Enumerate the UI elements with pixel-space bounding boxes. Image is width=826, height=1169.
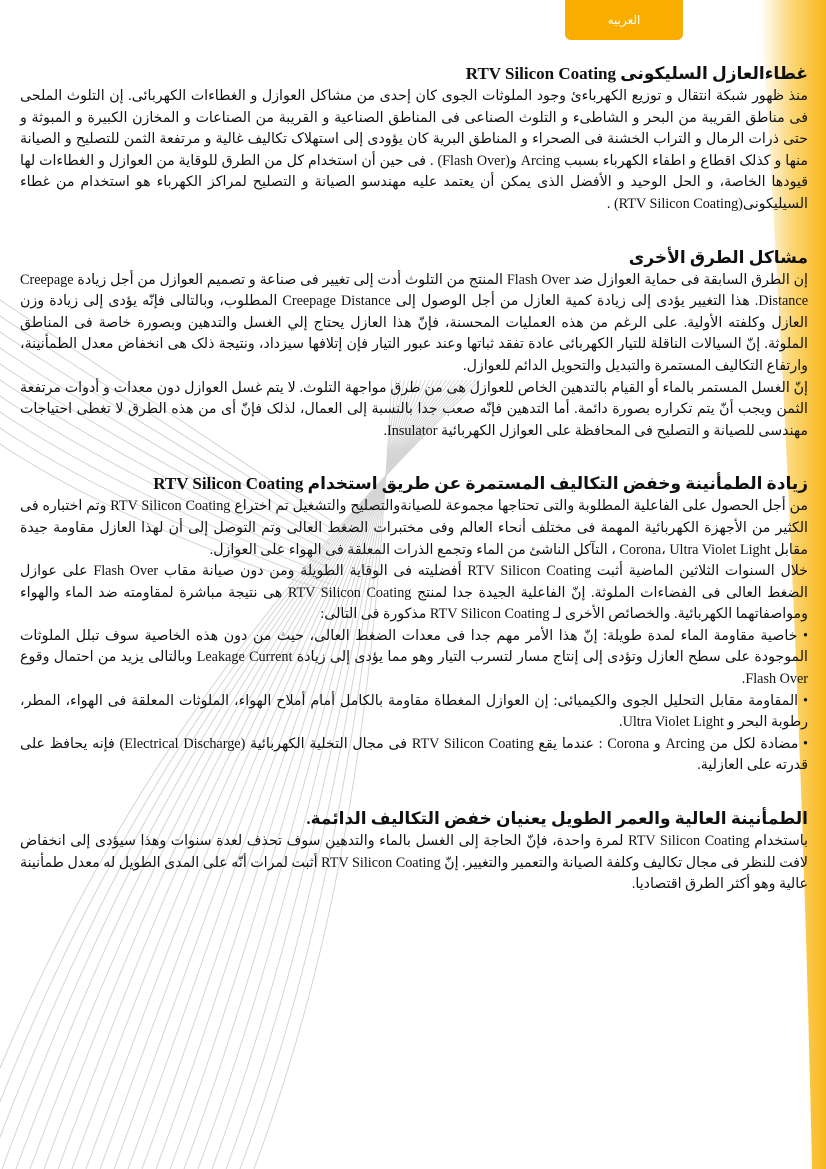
language-tab-label: العربيه: [607, 13, 641, 27]
section-rtv-intro: [20, 62, 808, 216]
section-heading: مشاكل الطرق الأخرى: [628, 247, 808, 267]
section-heading: الطمأنينة العالية والعمر الطويل يعنيان خفض التكاليف الدائمة.: [306, 809, 808, 829]
section-reliability-costs: [20, 472, 808, 777]
section-other-methods-problems: [20, 246, 808, 443]
paragraph: إنّ الغسل المستمر بالماء أو القيام بالتدهين الخاص للعوازل هى من طرق مواجهة التلوث. لا يتم غسل العوازل دون معدات و أدوات مرتفعة الثمن ويجب أنّ يتم تكراره بصورة دائمة. أما التدهين فإنّه صعب جدا بالنسبة إلى العمال، لذلک فإنّ أى من هذه الطرق لا تغطى احتياجات مهندسى للصيانة و التصليح فى المحافظة على العوازل الكهربائية Insulator.: [20, 379, 808, 439]
section-long-life: [20, 807, 808, 896]
paragraph: من أجل الحصول على الفاعلية المطلوبة والتى تحتاجها مجموعة للصيانةوالتصليح والتشغيل تم اختراع RTV Silicon Coating وتم اختباره فى الكثير من الأجهزة الكهربائية المهمة فى مختلف أنحاء العالم وفى مختبرات الضغط العالى وتم التوصل إلى أن لهذا العازل مقاومة جيدة مقابل Corona، Ultra Violet Light ، التآكل الناشئ من الماء وتجمع الذرات المعلقة فى الهواء على العوازل.: [20, 498, 809, 558]
article: [20, 62, 808, 926]
paragraph: باستخدام RTV Silicon Coating لمرة واحدة، فإنّ الحاجة إلى الغسل بالماء والتدهين سوف تحذف لعدة سنوات وهذا سيؤدى إلى انخفاض لافت للنظر فى مجال تكاليف وكلفة الصيانة والتعمير والتغيير. إنّ RTV Silicon Coating أثبت لمرات أنّه على المدى الطويل له معدل طمأنينة عالية وهو أكثر الطرق اقتصاديا.: [20, 833, 808, 893]
language-tab-arabic[interactable]: [565, 0, 683, 40]
section-heading: غطاءالعازل السليكونى RTV Silicon Coating: [465, 64, 808, 83]
bullet-item: • مضادة لكل من Arcing و Corona : عندما يقع RTV Silicon Coating فى مجال التخلية الكهربائية (Electrical Discharge) فإنه يحافظ على قدرته على العازلية.: [20, 735, 809, 774]
bullet-item: • المقاومة مقابل التحليل الجوى والكيميائى: إن العوازل المغطاة مقاومة بالكامل أمام أملاح الهواء، الملوثات المعلقة فى الهواء، المطر، رطوبة البحر و Ultra Violet Light.: [20, 692, 808, 731]
paragraph: خلال السنوات الثلاثين الماضية أثبت RTV Silicon Coating أفضليته فى الوقاية الطويلة ومن دون صيانة مقاب Flash Over على عوازل الضغط العالى فى الفضاءات الملوثة. إنّ الفاعلية الجيدة جدا لمنتج RTV Silicon Coating هى نتيجة مباشرة لمقاومته ضد الماء والهواء ومواصفاتهما الكهربائية. والخصائص الأخرى لـ RTV Silicon Coating مذكورة فى التالى:: [20, 563, 808, 623]
section-heading: زيادة الطمأنينة وخفض التكاليف المستمرة عن طريق استخدام RTV Silicon Coating: [153, 474, 808, 494]
paragraph: إن الطرق السابقة فى حماية العوازل ضد Flash Over المنتج من التلوث أدت إلى تغيير فى صناعة و تصميم العوازل من أجل زيادة Creepage Distance. هذا التغيير يؤدى إلى زيادة كمية العازل من أجل الوصول إلى Creepage Distance المطلوب، وبالتالى فإنّه يؤدى إلى زيادة وزن العازل وكلفته الأولية. على الرغم من هذه العمليات المحسنة، فإنّ هذا العازل يحتاج إلي الغسل والتدهين وبصورة خاصة فى المناطق الملوثة. إنّ السيالات الناقلة للتيار الكهربائى عادة تفقد ثباتها وعند عبور التيار فإن إتلافها سيزداد، ونتيجة ذلک هى انخفاض معدل الطمأنينة، وارتفاع التكاليف المستمرة والتبديل والتحويل الدائم للعوازل.: [20, 271, 808, 374]
bullet-item: • خاصية مقاومة الماء لمدة طويلة: إنّ هذا الأمر مهم جدا فى معدات الضغط العالى، حيث من دون هذه الخاصية سوف تبلل الملوثات الموجودة على سطح العازل وتؤدى إلى إنتاج مسار لتسرب التيار وهو مما يؤدى إلى زيادة Leakage Current وبالتالى يزيد من احتمال وقوع Flash Over.: [20, 627, 808, 688]
paragraph: منذ ظهور شبكة انتقال و توزيع الكهرباءئ وجود الملوثات الجوى كان إحدى من مشاكل العوازل و الغطاءات الكهربائى. إن التلوث الملحى فى مناطق القريبة من البحر و الشاطىء و التلوث الصناعى فى المناطق الصناعية و القريبة من الصناعات و المخازن الكبيرة و المبوثة و حتى ذرات الرمال و التراب الخشنة فى الصحراء و المناطق البرية كان يؤودى إلى استهلاک تكاليف غالية و مرتفعة الثمن للتصليح و الصيانة منها و كذلک اقطاع و اطفاء الكهرباء بسبب Arcing و(Flash Over) . فى حين أن استخدام كل من الطرق للوقاية من العوازل و الغطاءات لها قيودها الخاصة، و الحل الوحيد و الأفضل الذى يمكن أن يعتمد عليه مهندسو الصيانة و التصليح لمراكز الكهرباء هو استخدام من غطاء السيليكونى(RTV Silicon Coating) .: [20, 88, 809, 212]
